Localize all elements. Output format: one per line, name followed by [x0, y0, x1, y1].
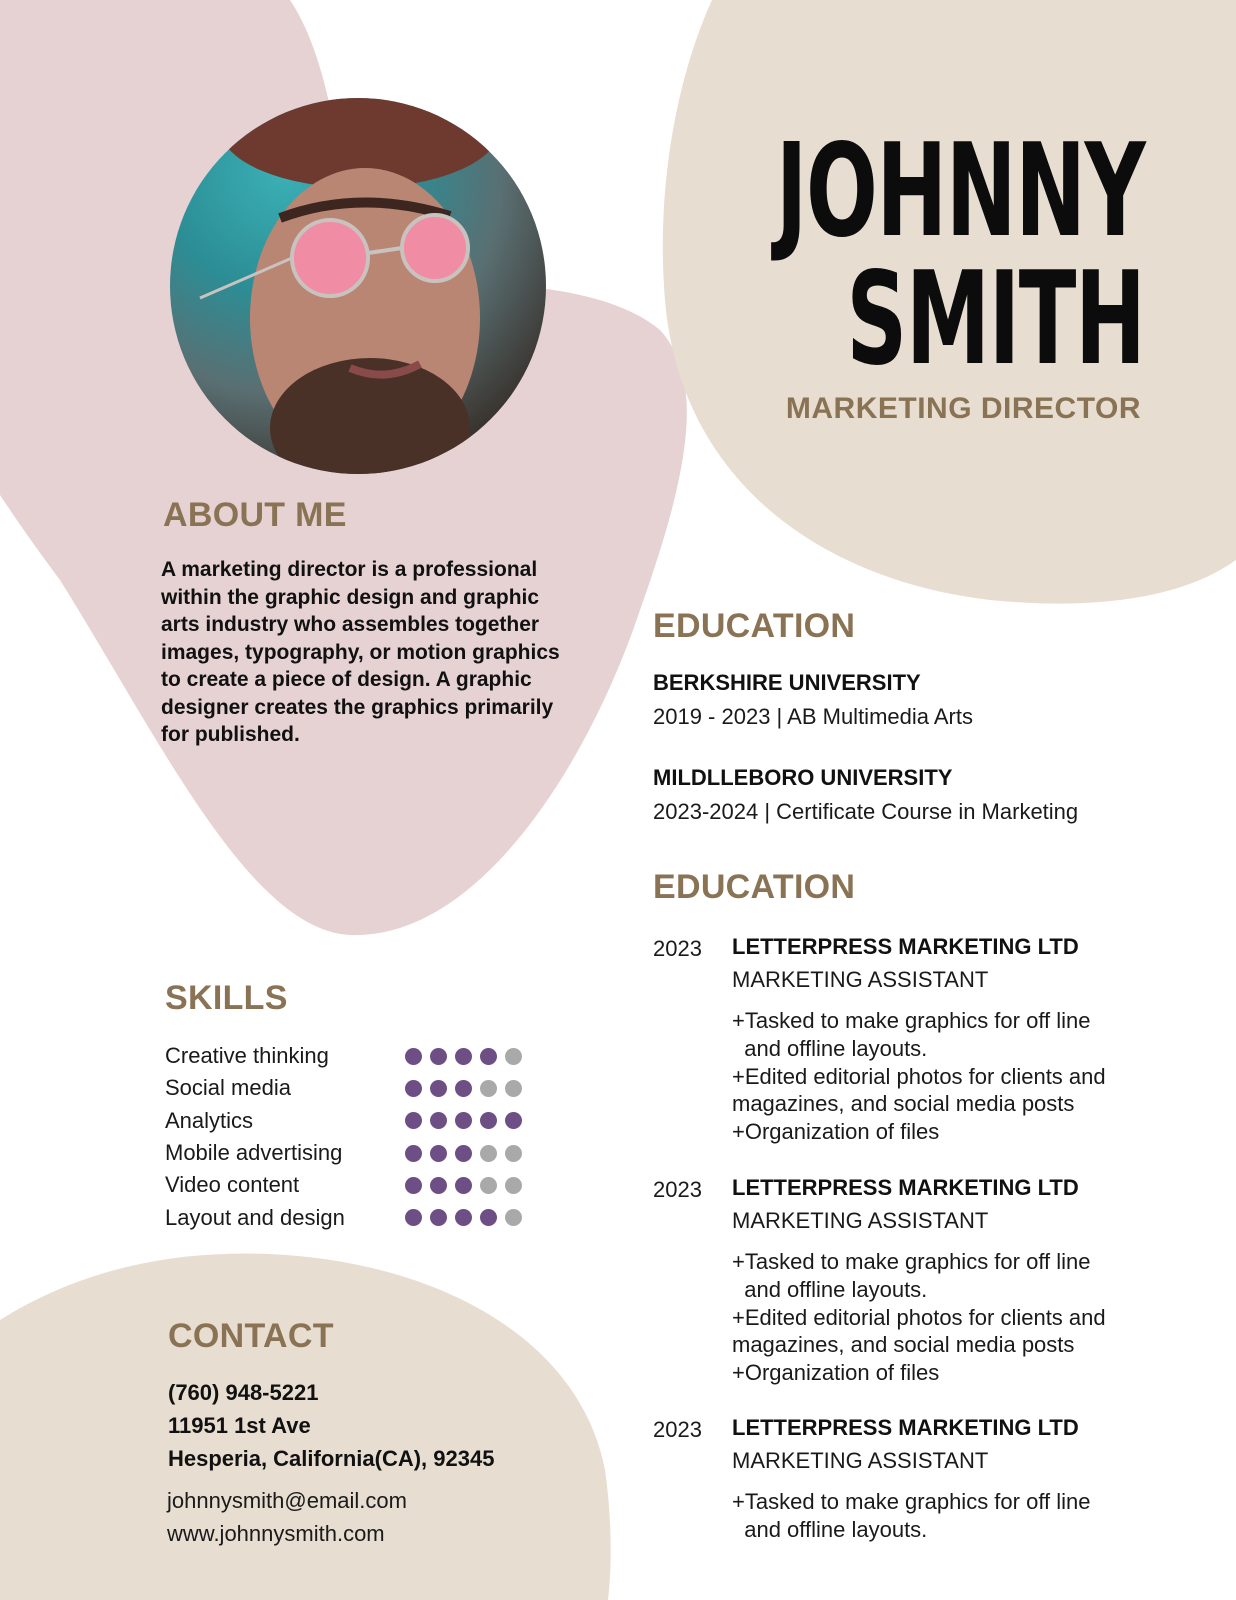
- rating-dot-filled: [430, 1112, 447, 1129]
- rating-dot-filled: [455, 1080, 472, 1097]
- job-title: MARKETING DIRECTOR: [785, 392, 1141, 425]
- skill-label: Creative thinking: [165, 1043, 329, 1069]
- rating-dot-filled: [480, 1048, 497, 1065]
- experience-bullets: [732, 1007, 1132, 1146]
- skill-rating: [405, 1048, 522, 1065]
- skills-list: [165, 1040, 535, 1234]
- contact-street: 11951 1st Ave: [168, 1413, 311, 1438]
- education-school: BERKSHIRE UNIVERSITY: [653, 670, 921, 695]
- rating-dot-filled: [480, 1112, 497, 1129]
- experience-bullet: +Edited editorial photos for clients and magazines, and social media posts: [732, 1063, 1124, 1117]
- education-title: EDUCATION: [653, 607, 856, 645]
- skill-label: Layout and design: [165, 1204, 345, 1230]
- skill-label: Social media: [165, 1075, 291, 1101]
- skill-label: Analytics: [165, 1107, 254, 1133]
- experience-bullet: +Edited editorial photos for clients and magazines, and social media posts: [732, 1304, 1124, 1358]
- skill-label: Mobile advertising: [165, 1140, 343, 1166]
- skill-rating: [405, 1112, 522, 1129]
- about-title: ABOUT ME: [163, 496, 347, 534]
- experience-bullet: +Tasked to make graphics for off line and offline layouts.: [732, 1249, 1091, 1302]
- last-name: SMITH: [845, 245, 1144, 394]
- skill-rating: [405, 1080, 522, 1097]
- rating-dot-filled: [455, 1209, 472, 1226]
- skill-rating: [405, 1209, 522, 1226]
- skill-row: [165, 1169, 535, 1201]
- rating-dot-filled: [455, 1145, 472, 1162]
- experience-title: EDUCATION: [653, 868, 856, 906]
- contact-website: www.johnnysmith.com: [167, 1521, 385, 1546]
- experience-company: LETTERPRESS MARKETING LTD: [732, 934, 1079, 959]
- experience-company: LETTERPRESS MARKETING LTD: [732, 1415, 1079, 1440]
- skill-row: [165, 1072, 535, 1104]
- rating-dot-filled: [405, 1209, 422, 1226]
- experience-bullet: +Organization of files: [732, 1360, 940, 1386]
- experience-company: LETTERPRESS MARKETING LTD: [732, 1175, 1079, 1200]
- skill-rating: [405, 1177, 522, 1194]
- contact-city: Hesperia, California(CA), 92345: [168, 1446, 495, 1471]
- skill-row: [165, 1201, 535, 1233]
- rating-dot-filled: [480, 1209, 497, 1226]
- rating-dot-filled: [405, 1112, 422, 1129]
- skill-label: Video content: [165, 1172, 300, 1198]
- experience-year: 2023: [653, 1177, 702, 1202]
- about-text: A marketing director is a professional within the graphic design and graphic arts industry who assembles together images, typography, or motion graphics to create a piece of design. A graphic designer creates the graphics primarily for published.: [161, 558, 560, 746]
- rating-dot-empty: [480, 1145, 497, 1162]
- rating-dot-empty: [505, 1080, 522, 1097]
- rating-dot-filled: [430, 1048, 447, 1065]
- education-detail: 2019 - 2023 | AB Multimedia Arts: [653, 704, 973, 729]
- contact-title: CONTACT: [168, 1317, 334, 1355]
- rating-dot-filled: [430, 1177, 447, 1194]
- rating-dot-filled: [430, 1209, 447, 1226]
- experience-role: MARKETING ASSISTANT: [732, 967, 989, 992]
- contact-online-block: [167, 1484, 407, 1550]
- rating-dot-empty: [505, 1145, 522, 1162]
- rating-dot-filled: [430, 1080, 447, 1097]
- education-detail: 2023-2024 | Certificate Course in Marketing: [653, 799, 1079, 824]
- contact-email: johnnysmith@email.com: [167, 1488, 407, 1513]
- first-name: JOHNNY: [775, 117, 1144, 266]
- skill-row: [165, 1040, 535, 1072]
- experience-role: MARKETING ASSISTANT: [732, 1448, 989, 1473]
- experience-bullet: +Tasked to make graphics for off line and offline layouts.: [732, 1008, 1091, 1061]
- experience-bullet: +Tasked to make graphics for off line and offline layouts.: [732, 1489, 1091, 1542]
- rating-dot-empty: [480, 1080, 497, 1097]
- skill-row: [165, 1105, 535, 1137]
- contact-address-block: [168, 1376, 494, 1475]
- rating-dot-filled: [455, 1177, 472, 1194]
- skills-title: SKILLS: [165, 979, 288, 1017]
- rating-dot-filled: [405, 1080, 422, 1097]
- rating-dot-filled: [405, 1177, 422, 1194]
- education-item: [653, 765, 1173, 825]
- experience-bullets: [732, 1488, 1132, 1544]
- profile-photo: [170, 98, 546, 474]
- rating-dot-empty: [505, 1048, 522, 1065]
- rating-dot-filled: [455, 1112, 472, 1129]
- experience-role: MARKETING ASSISTANT: [732, 1208, 989, 1233]
- rating-dot-empty: [505, 1177, 522, 1194]
- experience-bullet: +Organization of files: [732, 1119, 940, 1145]
- experience-year: 2023: [653, 1417, 702, 1442]
- contact-phone: (760) 948-5221: [168, 1380, 319, 1405]
- experience-year: 2023: [653, 936, 702, 961]
- name-heading: [586, 117, 1145, 394]
- experience-bullets: [732, 1248, 1132, 1387]
- skill-rating: [405, 1145, 522, 1162]
- rating-dot-empty: [480, 1177, 497, 1194]
- education-item: [653, 670, 1173, 730]
- rating-dot-empty: [505, 1209, 522, 1226]
- rating-dot-filled: [405, 1048, 422, 1065]
- rating-dot-filled: [430, 1145, 447, 1162]
- skill-row: [165, 1137, 535, 1169]
- rating-dot-filled: [405, 1145, 422, 1162]
- rating-dot-filled: [505, 1112, 522, 1129]
- rating-dot-filled: [455, 1048, 472, 1065]
- education-school: MILDLLEBORO UNIVERSITY: [653, 765, 953, 790]
